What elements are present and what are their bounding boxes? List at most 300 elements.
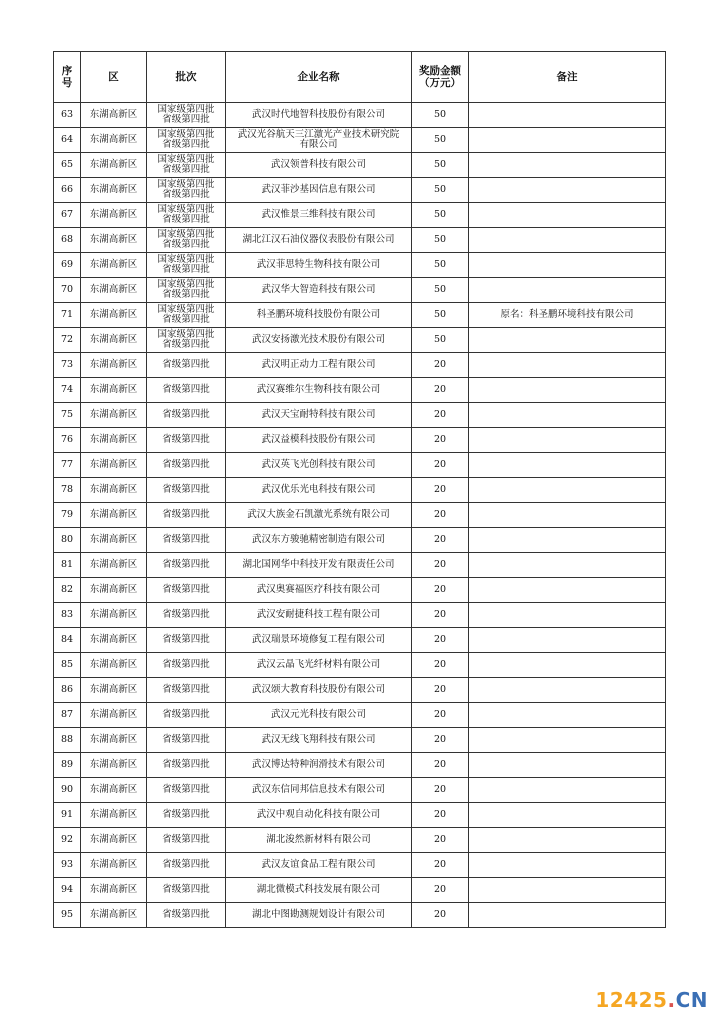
cell-remark <box>469 853 666 878</box>
batch-line: 省级第四批 <box>162 534 210 545</box>
cell-company <box>226 303 412 328</box>
cell-company <box>226 428 412 453</box>
table-row <box>54 228 666 253</box>
batch-line: 国家级第四批 <box>157 154 215 165</box>
cell-district: 东湖高新区 <box>81 428 147 453</box>
cell-batch <box>147 103 226 128</box>
cell-batch <box>147 903 226 928</box>
cell-company <box>226 878 412 903</box>
batch-line: 省级第四批 <box>162 809 210 820</box>
cell-seq: 67 <box>54 203 81 228</box>
company-line: 武汉时代地智科技股份有限公司 <box>251 109 385 120</box>
company-line: 湖北江汉石油仪器仪表股份有限公司 <box>242 234 395 245</box>
cell-remark <box>469 253 666 278</box>
cell-company <box>226 728 412 753</box>
cell-amount: 20 <box>412 653 469 678</box>
cell-seq: 70 <box>54 278 81 303</box>
batch-line: 省级第四批 <box>162 139 210 150</box>
cell-seq: 73 <box>54 353 81 378</box>
cell-remark <box>469 178 666 203</box>
batch-line: 省级第四批 <box>162 314 210 325</box>
company-line: 武汉元光科技有限公司 <box>270 709 366 720</box>
table-row <box>54 353 666 378</box>
cell-seq: 64 <box>54 128 81 153</box>
cell-batch <box>147 678 226 703</box>
company-line: 武汉优乐光电科技有限公司 <box>261 484 376 495</box>
cell-district: 东湖高新区 <box>81 778 147 803</box>
cell-remark <box>469 653 666 678</box>
cell-amount: 20 <box>412 828 469 853</box>
table-row <box>54 278 666 303</box>
cell-company <box>226 778 412 803</box>
cell-seq: 94 <box>54 878 81 903</box>
cell-batch <box>147 753 226 778</box>
cell-company <box>226 253 412 278</box>
cell-remark <box>469 453 666 478</box>
cell-district: 东湖高新区 <box>81 628 147 653</box>
batch-line: 省级第四批 <box>162 239 210 250</box>
header-batch: 批次 <box>147 52 226 103</box>
batch-line: 省级第四批 <box>162 289 210 300</box>
cell-district: 东湖高新区 <box>81 678 147 703</box>
cell-seq: 85 <box>54 653 81 678</box>
cell-batch <box>147 228 226 253</box>
cell-batch <box>147 203 226 228</box>
cell-seq: 72 <box>54 328 81 353</box>
cell-company <box>226 528 412 553</box>
company-line: 科圣鹏环境科技股份有限公司 <box>256 309 381 320</box>
cell-amount: 20 <box>412 803 469 828</box>
cell-batch <box>147 728 226 753</box>
company-line: 武汉中观自动化科技有限公司 <box>256 809 381 820</box>
cell-remark <box>469 678 666 703</box>
cell-district: 东湖高新区 <box>81 528 147 553</box>
table-body <box>54 103 666 928</box>
cell-district: 东湖高新区 <box>81 303 147 328</box>
table-row <box>54 453 666 478</box>
cell-batch <box>147 453 226 478</box>
cell-district: 东湖高新区 <box>81 803 147 828</box>
table-row <box>54 153 666 178</box>
site-watermark <box>595 988 708 1012</box>
cell-remark <box>469 478 666 503</box>
batch-line: 省级第四批 <box>162 834 210 845</box>
cell-batch <box>147 803 226 828</box>
cell-company <box>226 803 412 828</box>
table-row <box>54 378 666 403</box>
cell-district: 东湖高新区 <box>81 478 147 503</box>
cell-seq: 80 <box>54 528 81 553</box>
table-row <box>54 128 666 153</box>
cell-company <box>226 128 412 153</box>
cell-seq: 95 <box>54 903 81 928</box>
cell-seq: 77 <box>54 453 81 478</box>
cell-remark <box>469 753 666 778</box>
cell-remark <box>469 203 666 228</box>
cell-batch <box>147 878 226 903</box>
cell-company <box>226 753 412 778</box>
cell-remark <box>469 103 666 128</box>
watermark-domain: CN <box>675 988 708 1012</box>
table-row <box>54 903 666 928</box>
cell-batch <box>147 303 226 328</box>
table-row <box>54 803 666 828</box>
cell-amount: 20 <box>412 903 469 928</box>
company-line: 武汉无线飞翔科技有限公司 <box>261 734 376 745</box>
cell-amount: 20 <box>412 478 469 503</box>
table-row <box>54 703 666 728</box>
cell-amount: 50 <box>412 253 469 278</box>
cell-remark <box>469 903 666 928</box>
cell-remark <box>469 328 666 353</box>
cell-amount: 20 <box>412 553 469 578</box>
batch-line: 省级第四批 <box>162 784 210 795</box>
cell-amount: 20 <box>412 853 469 878</box>
cell-district: 东湖高新区 <box>81 903 147 928</box>
batch-line: 省级第四批 <box>162 114 210 125</box>
batch-line: 省级第四批 <box>162 659 210 670</box>
cell-amount: 50 <box>412 103 469 128</box>
header-remark: 备注 <box>469 52 666 103</box>
cell-batch <box>147 528 226 553</box>
batch-line: 省级第四批 <box>162 759 210 770</box>
cell-company <box>226 278 412 303</box>
table-row <box>54 103 666 128</box>
cell-district: 东湖高新区 <box>81 753 147 778</box>
cell-company <box>226 678 412 703</box>
cell-seq: 63 <box>54 103 81 128</box>
cell-district: 东湖高新区 <box>81 653 147 678</box>
cell-amount: 20 <box>412 603 469 628</box>
cell-batch <box>147 128 226 153</box>
watermark-dot: . <box>667 988 676 1012</box>
cell-batch <box>147 628 226 653</box>
cell-batch <box>147 278 226 303</box>
table-row <box>54 828 666 853</box>
cell-amount: 20 <box>412 678 469 703</box>
cell-seq: 86 <box>54 678 81 703</box>
cell-remark <box>469 278 666 303</box>
header-seq <box>54 52 81 103</box>
cell-company <box>226 653 412 678</box>
cell-seq: 88 <box>54 728 81 753</box>
cell-seq: 68 <box>54 228 81 253</box>
cell-company <box>226 353 412 378</box>
cell-remark <box>469 628 666 653</box>
cell-district: 东湖高新区 <box>81 403 147 428</box>
cell-remark <box>469 528 666 553</box>
batch-line: 省级第四批 <box>162 609 210 620</box>
cell-batch <box>147 153 226 178</box>
cell-amount: 50 <box>412 303 469 328</box>
batch-line: 省级第四批 <box>162 584 210 595</box>
cell-remark <box>469 778 666 803</box>
cell-district: 东湖高新区 <box>81 253 147 278</box>
cell-batch <box>147 403 226 428</box>
cell-remark <box>469 128 666 153</box>
cell-company <box>226 103 412 128</box>
batch-line: 省级第四批 <box>162 684 210 695</box>
cell-company <box>226 378 412 403</box>
batch-line: 省级第四批 <box>162 384 210 395</box>
cell-remark <box>469 878 666 903</box>
cell-amount: 50 <box>412 153 469 178</box>
batch-line: 国家级第四批 <box>157 104 215 115</box>
batch-line: 省级第四批 <box>162 339 210 350</box>
cell-seq: 90 <box>54 778 81 803</box>
cell-company <box>226 578 412 603</box>
table-row <box>54 303 666 328</box>
cell-district: 东湖高新区 <box>81 378 147 403</box>
cell-company <box>226 453 412 478</box>
cell-seq: 87 <box>54 703 81 728</box>
table-row <box>54 203 666 228</box>
cell-district: 东湖高新区 <box>81 103 147 128</box>
cell-seq: 89 <box>54 753 81 778</box>
cell-amount: 50 <box>412 203 469 228</box>
batch-line: 省级第四批 <box>162 709 210 720</box>
cell-district: 东湖高新区 <box>81 453 147 478</box>
batch-line: 国家级第四批 <box>157 279 215 290</box>
cell-amount: 50 <box>412 178 469 203</box>
company-line: 武汉云晶飞光纤材料有限公司 <box>256 659 381 670</box>
cell-company <box>226 503 412 528</box>
cell-seq: 83 <box>54 603 81 628</box>
cell-batch <box>147 253 226 278</box>
cell-batch <box>147 703 226 728</box>
cell-amount: 20 <box>412 753 469 778</box>
company-line: 武汉瑞景环境修复工程有限公司 <box>251 634 385 645</box>
company-line: 武汉明正动力工程有限公司 <box>261 359 376 370</box>
cell-company <box>226 328 412 353</box>
cell-remark <box>469 428 666 453</box>
cell-batch <box>147 503 226 528</box>
company-line: 武汉华大智造科技有限公司 <box>261 284 376 295</box>
company-line: 武汉领普科技有限公司 <box>270 159 366 170</box>
batch-line: 国家级第四批 <box>157 229 215 240</box>
batch-line: 省级第四批 <box>162 164 210 175</box>
cell-remark <box>469 603 666 628</box>
cell-amount: 20 <box>412 578 469 603</box>
company-line: 武汉大族金石凯激光系统有限公司 <box>247 509 390 520</box>
batch-line: 省级第四批 <box>162 409 210 420</box>
batch-line: 国家级第四批 <box>157 179 215 190</box>
cell-company <box>226 603 412 628</box>
header-district: 区 <box>81 52 147 103</box>
table-header-row <box>54 52 666 103</box>
cell-district: 东湖高新区 <box>81 328 147 353</box>
table-row <box>54 178 666 203</box>
cell-district: 东湖高新区 <box>81 353 147 378</box>
cell-district: 东湖高新区 <box>81 728 147 753</box>
cell-amount: 20 <box>412 878 469 903</box>
cell-district: 东湖高新区 <box>81 553 147 578</box>
cell-company <box>226 478 412 503</box>
batch-line: 省级第四批 <box>162 859 210 870</box>
company-line: 湖北中图勘测规划设计有限公司 <box>251 909 385 920</box>
watermark-number: 12425 <box>595 988 668 1012</box>
cell-amount: 50 <box>412 278 469 303</box>
company-line: 武汉惟景三维科技有限公司 <box>261 209 376 220</box>
company-line: 武汉友谊食品工程有限公司 <box>261 859 376 870</box>
cell-district: 东湖高新区 <box>81 828 147 853</box>
cell-district: 东湖高新区 <box>81 278 147 303</box>
cell-remark <box>469 403 666 428</box>
award-table <box>53 51 666 928</box>
company-line: 武汉奥赛福医疗科技有限公司 <box>256 584 381 595</box>
cell-amount: 50 <box>412 328 469 353</box>
table-row <box>54 653 666 678</box>
table-row <box>54 253 666 278</box>
cell-batch <box>147 478 226 503</box>
cell-batch <box>147 353 226 378</box>
cell-district: 东湖高新区 <box>81 503 147 528</box>
batch-line: 国家级第四批 <box>157 329 215 340</box>
cell-company <box>226 853 412 878</box>
cell-company <box>226 153 412 178</box>
cell-district: 东湖高新区 <box>81 153 147 178</box>
cell-seq: 66 <box>54 178 81 203</box>
company-line: 武汉东信同邦信息技术有限公司 <box>251 784 385 795</box>
cell-amount: 50 <box>412 228 469 253</box>
batch-line: 省级第四批 <box>162 909 210 920</box>
batch-line: 省级第四批 <box>162 484 210 495</box>
company-line: 武汉赛维尔生物科技有限公司 <box>256 384 381 395</box>
company-line: 有限公司 <box>299 139 338 150</box>
cell-seq: 91 <box>54 803 81 828</box>
table-row <box>54 478 666 503</box>
cell-remark <box>469 553 666 578</box>
table-row <box>54 678 666 703</box>
batch-line: 省级第四批 <box>162 189 210 200</box>
cell-amount: 20 <box>412 378 469 403</box>
table-row <box>54 778 666 803</box>
cell-remark <box>469 228 666 253</box>
cell-amount: 20 <box>412 353 469 378</box>
cell-seq: 69 <box>54 253 81 278</box>
cell-amount: 20 <box>412 728 469 753</box>
cell-remark <box>469 803 666 828</box>
cell-seq: 92 <box>54 828 81 853</box>
company-line: 武汉博达特种润滑技术有限公司 <box>251 759 385 770</box>
cell-seq: 93 <box>54 853 81 878</box>
table-row <box>54 503 666 528</box>
table-row <box>54 403 666 428</box>
company-line: 湖北微模式科技发展有限公司 <box>256 884 381 895</box>
cell-amount: 20 <box>412 503 469 528</box>
cell-company <box>226 628 412 653</box>
batch-line: 省级第四批 <box>162 734 210 745</box>
cell-remark <box>469 828 666 853</box>
table-row <box>54 553 666 578</box>
table-row <box>54 428 666 453</box>
cell-district: 东湖高新区 <box>81 703 147 728</box>
cell-seq: 71 <box>54 303 81 328</box>
cell-remark: 原名：科圣鹏环境科技有限公司 <box>469 303 666 328</box>
company-line: 武汉天宝耐特科技有限公司 <box>261 409 376 420</box>
table-row <box>54 628 666 653</box>
batch-line: 省级第四批 <box>162 459 210 470</box>
table-row <box>54 728 666 753</box>
cell-seq: 79 <box>54 503 81 528</box>
cell-district: 东湖高新区 <box>81 228 147 253</box>
cell-batch <box>147 603 226 628</box>
cell-batch <box>147 853 226 878</box>
cell-batch <box>147 178 226 203</box>
cell-company <box>226 903 412 928</box>
batch-line: 省级第四批 <box>162 884 210 895</box>
company-line: 湖北国网华中科技开发有限责任公司 <box>242 559 395 570</box>
cell-seq: 65 <box>54 153 81 178</box>
cell-company <box>226 403 412 428</box>
cell-district: 东湖高新区 <box>81 128 147 153</box>
cell-amount: 20 <box>412 528 469 553</box>
cell-company <box>226 203 412 228</box>
cell-company <box>226 828 412 853</box>
header-amount <box>412 52 469 103</box>
cell-remark <box>469 578 666 603</box>
cell-seq: 84 <box>54 628 81 653</box>
cell-amount: 20 <box>412 428 469 453</box>
cell-seq: 81 <box>54 553 81 578</box>
cell-remark <box>469 353 666 378</box>
company-line: 武汉菲沙基因信息有限公司 <box>261 184 376 195</box>
header-company: 企业名称 <box>226 52 412 103</box>
batch-line: 国家级第四批 <box>157 254 215 265</box>
company-line: 武汉颂大教育科技股份有限公司 <box>251 684 385 695</box>
cell-amount: 20 <box>412 703 469 728</box>
company-line: 武汉光谷航天三江激光产业技术研究院 <box>237 129 400 140</box>
cell-company <box>226 703 412 728</box>
cell-district: 东湖高新区 <box>81 178 147 203</box>
cell-remark <box>469 503 666 528</box>
batch-line: 省级第四批 <box>162 559 210 570</box>
batch-line: 国家级第四批 <box>157 304 215 315</box>
cell-seq: 82 <box>54 578 81 603</box>
table-row <box>54 878 666 903</box>
cell-remark <box>469 153 666 178</box>
cell-seq: 74 <box>54 378 81 403</box>
batch-line: 省级第四批 <box>162 434 210 445</box>
cell-batch <box>147 828 226 853</box>
cell-district: 东湖高新区 <box>81 878 147 903</box>
company-line: 武汉菲思特生物科技有限公司 <box>256 259 381 270</box>
batch-line: 省级第四批 <box>162 214 210 225</box>
company-line: 武汉益模科技股份有限公司 <box>261 434 376 445</box>
cell-district: 东湖高新区 <box>81 203 147 228</box>
cell-batch <box>147 578 226 603</box>
cell-batch <box>147 653 226 678</box>
header-amount-label: 奖励金额（万元） <box>419 65 461 89</box>
cell-amount: 20 <box>412 403 469 428</box>
table-row <box>54 603 666 628</box>
cell-remark <box>469 728 666 753</box>
table-row <box>54 578 666 603</box>
cell-batch <box>147 378 226 403</box>
cell-amount: 20 <box>412 453 469 478</box>
cell-remark <box>469 703 666 728</box>
cell-district: 东湖高新区 <box>81 853 147 878</box>
batch-line: 省级第四批 <box>162 634 210 645</box>
batch-line: 国家级第四批 <box>157 204 215 215</box>
company-line: 武汉安耐捷科技工程有限公司 <box>256 609 381 620</box>
cell-batch <box>147 328 226 353</box>
table-row <box>54 853 666 878</box>
batch-line: 国家级第四批 <box>157 129 215 140</box>
header-seq-label: 序号 <box>61 65 73 89</box>
cell-batch <box>147 428 226 453</box>
batch-line: 省级第四批 <box>162 264 210 275</box>
